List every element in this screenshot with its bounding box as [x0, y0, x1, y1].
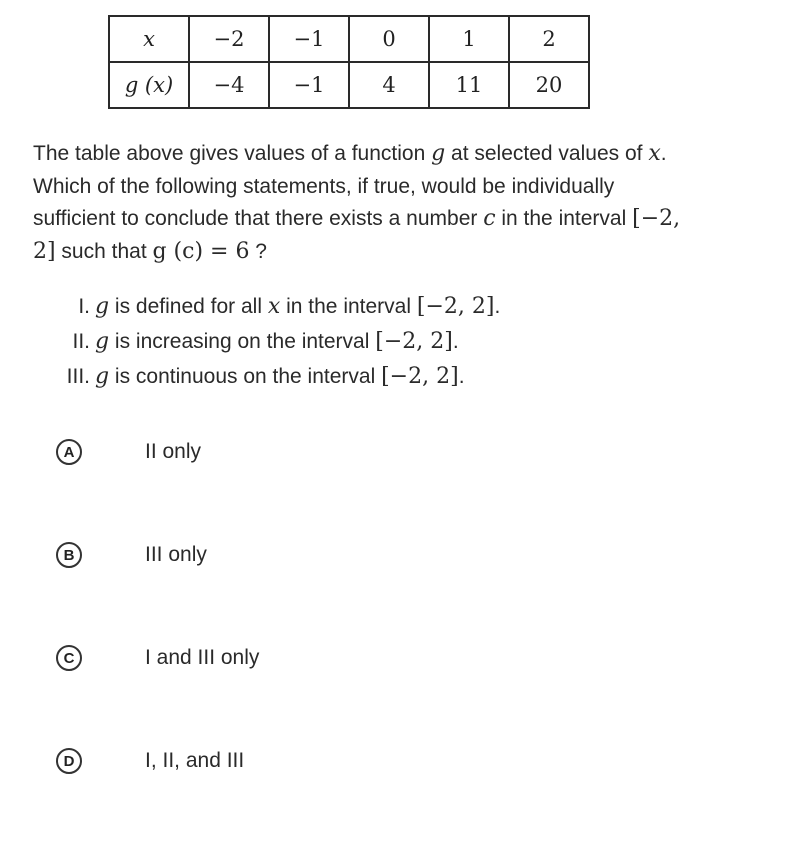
prompt-text: in the interval — [495, 207, 633, 230]
statement-text: is continuous on the interval — [109, 365, 382, 388]
statement-ii — [55, 324, 500, 359]
math-c: c — [483, 206, 496, 231]
function-value-table — [108, 15, 590, 109]
table-cell-gx: 4 — [349, 62, 429, 108]
choice-letter-icon[interactable]: A — [56, 439, 82, 465]
statement-end: . — [494, 295, 501, 318]
prompt-text: at selected values of — [445, 142, 649, 165]
table-cell-x: 0 — [349, 16, 429, 62]
choice-a[interactable] — [56, 437, 202, 467]
statement-numeral: I. — [78, 295, 90, 318]
choice-text[interactable]: I and III only — [145, 646, 260, 669]
math-x: x — [267, 294, 281, 319]
math-interval: [−2, 2] — [381, 364, 459, 389]
statement-text: is defined for all — [109, 295, 268, 318]
choice-c[interactable] — [56, 643, 260, 673]
math-x: x — [648, 141, 661, 166]
prompt-text: The table above gives values of a function — [33, 142, 432, 165]
table-cell-gx: −1 — [269, 62, 349, 108]
statement-end: . — [452, 330, 459, 353]
table-cell-gx: 20 — [509, 62, 589, 108]
statement-list — [55, 289, 500, 394]
question-prompt — [33, 138, 683, 268]
table-header-x: x — [109, 16, 189, 62]
math-interval: [−2, 2] — [375, 329, 453, 354]
math-g: g — [431, 141, 446, 166]
math-interval: [−2, 2] — [33, 206, 681, 264]
math-interval: [−2, 2] — [416, 294, 495, 319]
table-cell-x: 2 — [509, 16, 589, 62]
choice-letter-icon[interactable]: D — [56, 748, 82, 774]
table-row-gx — [109, 62, 589, 108]
prompt-text: ? — [249, 239, 267, 263]
table-header-gx: g (x) — [109, 62, 189, 108]
choice-text[interactable]: III only — [145, 543, 207, 566]
statement-numeral: II. — [72, 330, 90, 353]
choice-text[interactable]: I, II, and III — [145, 749, 245, 772]
statement-iii — [55, 359, 500, 394]
statement-i — [55, 289, 500, 324]
math-equation: g (c) = 6 — [152, 238, 250, 264]
math-g: g — [95, 329, 110, 354]
table-cell-x: −1 — [269, 16, 349, 62]
statement-end: . — [458, 365, 465, 388]
table-cell-x: 1 — [429, 16, 509, 62]
math-g: g — [95, 364, 110, 389]
choice-text[interactable]: II only — [145, 440, 202, 463]
prompt-text: . Which of the following statements, if true, would be individually sufficient to conclude that there exists a number — [33, 142, 667, 230]
prompt-text: such that — [55, 239, 153, 263]
choice-letter-icon[interactable]: B — [56, 542, 82, 568]
choice-b[interactable] — [56, 540, 207, 570]
table-row-x — [109, 16, 589, 62]
table-cell-x: −2 — [189, 16, 269, 62]
statement-text: in the interval — [280, 295, 417, 318]
statement-text: is increasing on the interval — [109, 330, 376, 353]
choice-letter-icon[interactable]: C — [56, 645, 82, 671]
choice-d[interactable] — [56, 746, 245, 776]
statement-numeral: III. — [66, 365, 90, 388]
table-cell-gx: 11 — [429, 62, 509, 108]
math-g: g — [95, 294, 110, 319]
table-cell-gx: −4 — [189, 62, 269, 108]
